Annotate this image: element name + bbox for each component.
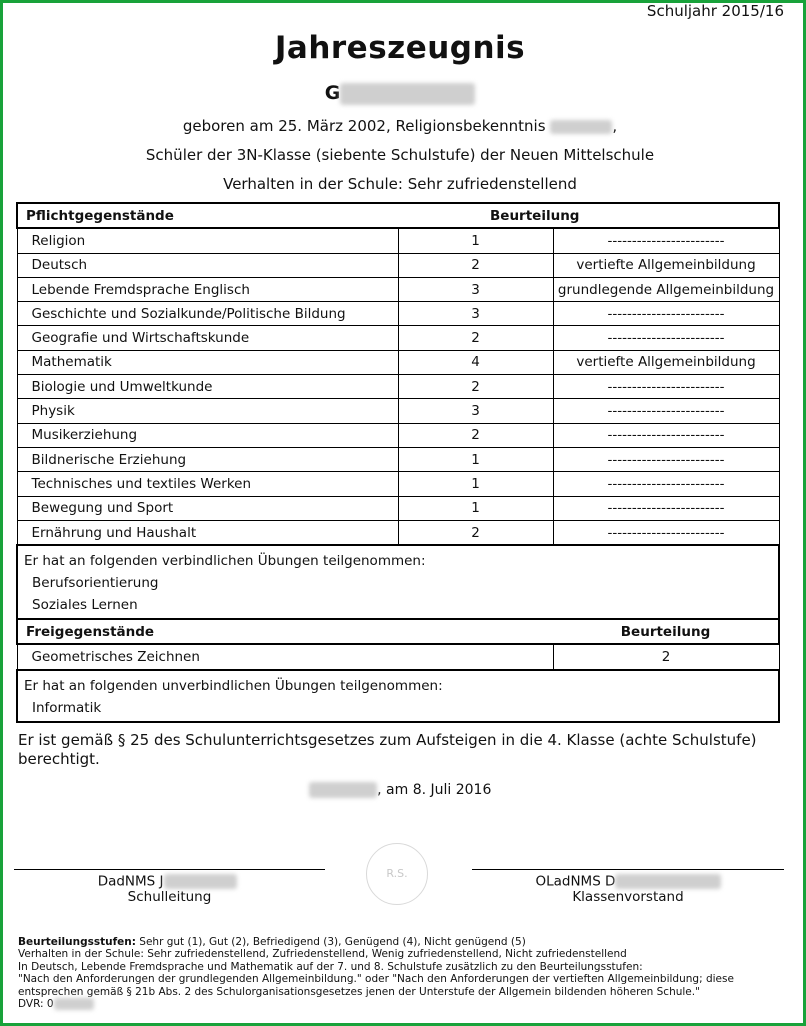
grade-header: Beurteilung bbox=[398, 203, 779, 228]
nonbinding-exercises-intro: Er hat an folgenden unverbindlichen Übungen teilgenommen: bbox=[24, 677, 443, 694]
behavior-line: Verhalten in der Schule: Sehr zufriedenstellend bbox=[223, 175, 577, 193]
student-initial: G bbox=[324, 82, 341, 104]
elective-name: Geometrisches Zeichnen bbox=[17, 644, 553, 669]
place-redacted bbox=[309, 782, 378, 798]
nonbinding-exercises-row bbox=[17, 670, 779, 722]
teacher-role: Klassenvorstand bbox=[572, 888, 684, 905]
subject-grade: 3 bbox=[398, 302, 553, 326]
list-item: Informatik bbox=[32, 699, 102, 716]
dvr-label: DVR: 0 bbox=[18, 998, 54, 1011]
signature-line-right bbox=[472, 869, 784, 870]
subject-note: ------------------------ bbox=[553, 399, 779, 423]
signature-left bbox=[14, 874, 325, 905]
teacher-name-prefix: OLadNMS D bbox=[535, 873, 616, 890]
subject-note: ------------------------ bbox=[553, 472, 779, 496]
principal-name-redacted bbox=[164, 874, 238, 889]
subject-grade: 2 bbox=[398, 520, 553, 545]
signature-line-left bbox=[14, 869, 325, 870]
binding-exercises bbox=[17, 545, 779, 619]
subject-name: Bewegung und Sport bbox=[17, 496, 398, 520]
subject-name: Lebende Fremdsprache Englisch bbox=[17, 277, 398, 301]
subject-name: Religion bbox=[17, 228, 398, 253]
page-title: Jahreszeugnis bbox=[274, 30, 526, 66]
subject-grade: 2 bbox=[398, 423, 553, 447]
behavior-scale: Verhalten in der Schule: Sehr zufriedenstellend, Zufriedenstellend, Wenig zufriedenstellend, Nicht zufriedenstellend bbox=[18, 948, 627, 961]
footer-note-3: entsprechen gemäß § 21b Abs. 2 des Schulorganisationsgesetzes jenen der Unterstufe der Allgemein bildenden höheren Schule." bbox=[18, 985, 700, 998]
list-item: Berufsorientierung bbox=[32, 575, 159, 592]
grades-table bbox=[16, 202, 780, 723]
table-row bbox=[17, 472, 779, 496]
teacher-name-redacted bbox=[615, 874, 720, 889]
birth-text: geboren am 25. März 2002, Religionsbekenntnis bbox=[182, 117, 546, 135]
nonbinding-exercises bbox=[17, 670, 779, 722]
table-row bbox=[17, 228, 779, 253]
table-row bbox=[17, 496, 779, 520]
subjects-header: Pflichtgegenstände bbox=[17, 203, 398, 228]
table-row bbox=[17, 350, 779, 374]
subject-name: Musikerziehung bbox=[17, 423, 398, 447]
subject-name: Deutsch bbox=[17, 253, 398, 277]
subject-name: Physik bbox=[17, 399, 398, 423]
subject-note: ------------------------ bbox=[553, 447, 779, 471]
table-row bbox=[17, 520, 779, 545]
elective-grade-header: Beurteilung bbox=[553, 619, 779, 644]
subject-note: ------------------------ bbox=[553, 302, 779, 326]
grading-scale bbox=[18, 936, 788, 948]
birth-line bbox=[0, 117, 800, 135]
school-seal: R.S. bbox=[366, 843, 428, 905]
subject-note: vertiefte Allgemeinbildung bbox=[553, 253, 779, 277]
subject-note: ------------------------ bbox=[553, 520, 779, 545]
student-name-redacted bbox=[340, 83, 475, 105]
subject-name: Geschichte und Sozialkunde/Politische Bildung bbox=[17, 302, 398, 326]
footer-note-2: "Nach den Anforderungen der grundlegenden Allgemeinbildung." oder "Nach den Anforderungen der vertieften Allgemeinbildung; diese bbox=[18, 973, 734, 986]
subject-grade: 4 bbox=[398, 350, 553, 374]
subject-grade: 1 bbox=[398, 472, 553, 496]
dvr-redacted bbox=[54, 998, 94, 1010]
subject-note: ------------------------ bbox=[553, 326, 779, 350]
subject-name: Ernährung und Haushalt bbox=[17, 520, 398, 545]
subject-note: vertiefte Allgemeinbildung bbox=[553, 350, 779, 374]
student-name bbox=[0, 82, 800, 105]
place-date bbox=[0, 782, 800, 798]
table-row bbox=[17, 302, 779, 326]
class-line: Schüler der 3N-Klasse (siebente Schulstufe) der Neuen Mittelschule bbox=[145, 146, 655, 164]
table-row bbox=[17, 375, 779, 399]
subject-grade: 1 bbox=[398, 228, 553, 253]
footer-note-1: In Deutsch, Lebende Fremdsprache und Mathematik auf der 7. und 8. Schulstufe zusätzlich zu den Beurteilungsstufen: bbox=[18, 960, 643, 973]
table-row bbox=[17, 253, 779, 277]
promotion-text: Er ist gemäß § 25 des Schulunterrichtsgesetzes zum Aufsteigen in die 4. Klasse (achte Schulstufe) berechtigt. bbox=[18, 731, 757, 768]
table-row bbox=[17, 326, 779, 350]
table-row bbox=[17, 423, 779, 447]
dvr-number bbox=[18, 998, 788, 1011]
subject-grade: 1 bbox=[398, 447, 553, 471]
table-row bbox=[17, 399, 779, 423]
subject-grade: 3 bbox=[398, 399, 553, 423]
subject-note: grundlegende Allgemeinbildung bbox=[553, 277, 779, 301]
table-row bbox=[17, 277, 779, 301]
signature-right bbox=[472, 874, 784, 905]
subject-note: ------------------------ bbox=[553, 423, 779, 447]
elective-header: Freigegenstände bbox=[17, 619, 553, 644]
binding-exercises-intro: Er hat an folgenden verbindlichen Übungen teilgenommen: bbox=[24, 553, 426, 570]
list-item: Soziales Lernen bbox=[32, 597, 138, 614]
grading-scale-text: Sehr gut (1), Gut (2), Befriedigend (3), Genügend (4), Nicht genügend (5) bbox=[135, 936, 526, 948]
table-row bbox=[17, 644, 779, 669]
subject-note: ------------------------ bbox=[553, 375, 779, 399]
principal-name-prefix: DadNMS J bbox=[97, 873, 164, 890]
birth-suffix: , bbox=[612, 117, 618, 135]
subject-grade: 2 bbox=[398, 253, 553, 277]
subject-grade: 1 bbox=[398, 496, 553, 520]
footer-notes bbox=[18, 936, 788, 1011]
date-text: , am 8. Juli 2016 bbox=[377, 782, 492, 798]
principal-role: Schulleitung bbox=[127, 888, 212, 905]
elective-grade: 2 bbox=[553, 644, 779, 669]
grading-scale-label: Beurteilungsstufen: bbox=[18, 936, 136, 948]
subject-name: Bildnerische Erziehung bbox=[17, 447, 398, 471]
subject-name: Biologie und Umweltkunde bbox=[17, 375, 398, 399]
subject-grade: 2 bbox=[398, 326, 553, 350]
subject-name: Mathematik bbox=[17, 350, 398, 374]
subject-note: ------------------------ bbox=[553, 228, 779, 253]
subject-note: ------------------------ bbox=[553, 496, 779, 520]
binding-exercises-row bbox=[17, 545, 779, 619]
religion-redacted bbox=[550, 120, 612, 134]
subject-name: Technisches und textiles Werken bbox=[17, 472, 398, 496]
table-header-row bbox=[17, 203, 779, 228]
subject-name: Geografie und Wirtschaftskunde bbox=[17, 326, 398, 350]
school-year: Schuljahr 2015/16 bbox=[646, 2, 784, 20]
subject-grade: 3 bbox=[398, 277, 553, 301]
table-row bbox=[17, 447, 779, 471]
subject-grade: 2 bbox=[398, 375, 553, 399]
elective-header-row bbox=[17, 619, 779, 644]
